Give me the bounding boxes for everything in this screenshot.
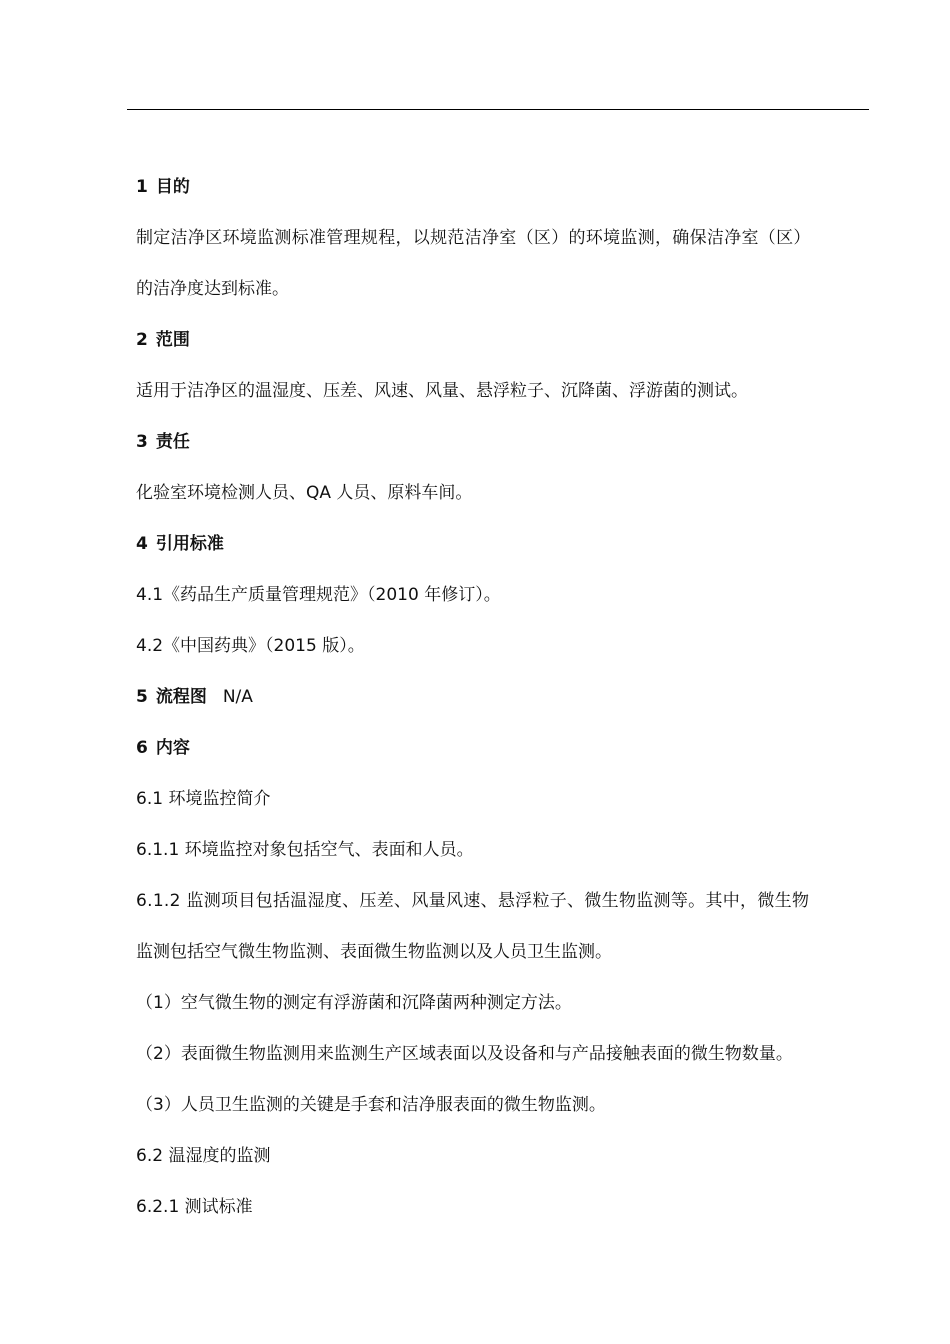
document-body [136, 162, 869, 1233]
list-item-air-microbes: （1）空气微生物的测定有浮游菌和沉降菌两种测定方法。 [136, 993, 572, 1013]
list-item-surface-microbes: （2）表面微生物监测用来监测生产区域表面以及设备和与产品接触表面的微生物数量。 [136, 1044, 793, 1064]
subsection-6-1-1: 6.1.1 环境监控对象包括空气、表面和人员。 [136, 840, 474, 860]
flowchart-value: N/A [222, 687, 253, 707]
section-heading-scope [136, 315, 869, 366]
section-title: 责任 [155, 432, 190, 452]
section-number: 5 [136, 687, 148, 707]
section-title: 目的 [155, 177, 190, 197]
paragraph-purpose-line2: 的洁净度达到标准。 [136, 279, 289, 299]
section-heading-references [136, 519, 869, 570]
section-heading-content [136, 723, 869, 774]
section-number: 4 [136, 534, 148, 554]
section-number: 1 [136, 177, 148, 197]
paragraph-responsibility: 化验室环境检测人员、QA 人员、原料车间。 [136, 483, 473, 503]
subsection-6-1: 6.1 环境监控简介 [136, 789, 271, 809]
section-title: 引用标准 [155, 534, 224, 554]
reference-item-2: 4.2《中国药典》（2015 版）。 [136, 636, 365, 656]
section-number: 6 [136, 738, 148, 758]
list-item-personnel-hygiene: （3）人员卫生监测的关键是手套和洁净服表面的微生物监测。 [136, 1095, 606, 1115]
subsection-6-2-1: 6.2.1 测试标准 [136, 1197, 253, 1217]
section-title: 流程图 [155, 687, 207, 707]
paragraph-scope: 适用于洁净区的温湿度、压差、风速、风量、悬浮粒子、沉降菌、浮游菌的测试。 [136, 381, 748, 401]
section-heading-responsibility [136, 417, 869, 468]
section-heading-purpose [136, 162, 869, 213]
subsection-6-1-2-line2: 监测包括空气微生物监测、表面微生物监测以及人员卫生监测。 [136, 942, 612, 962]
subsection-6-2: 6.2 温湿度的监测 [136, 1146, 271, 1166]
paragraph-purpose-line1: 制定洁净区环境监测标准管理规程，以规范洁净室（区）的环境监测，确保洁净室（区） [136, 228, 811, 248]
reference-item-1: 4.1《药品生产质量管理规范》（2010 年修订）。 [136, 585, 501, 605]
section-heading-flowchart [136, 672, 869, 723]
section-number: 2 [136, 330, 148, 350]
header-rule [127, 109, 869, 110]
section-number: 3 [136, 432, 148, 452]
subsection-6-1-2-line1: 6.1.2 监测项目包括温湿度、压差、风量风速、悬浮粒子、微生物监测等。其中，微生物 [136, 891, 810, 911]
section-title: 内容 [155, 738, 190, 758]
section-title: 范围 [155, 330, 190, 350]
